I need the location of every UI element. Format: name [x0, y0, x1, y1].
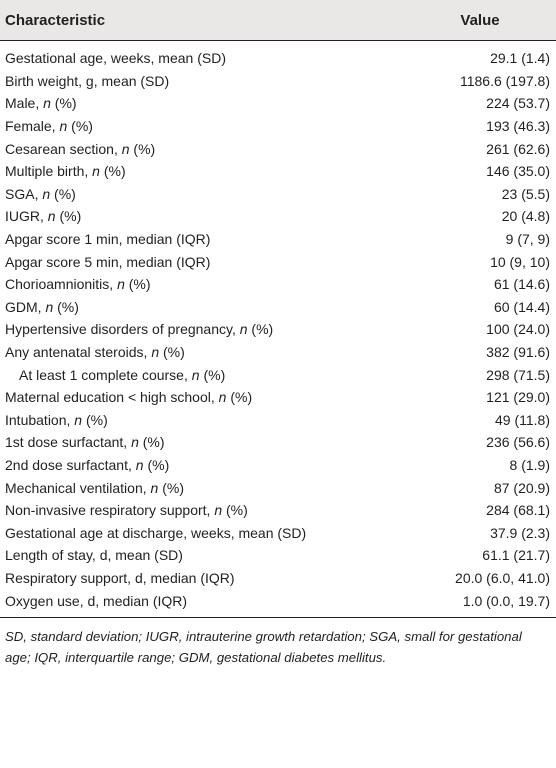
row-label: Maternal education < high school, — [5, 389, 219, 406]
row-value: 61 (14.6) — [493, 276, 550, 293]
row-label: Any antenatal steroids, — [5, 344, 152, 361]
row-value: 298 (71.5) — [486, 366, 550, 383]
table-row — [0, 476, 556, 499]
row-label-italic: n — [239, 321, 248, 338]
row-characteristic — [0, 50, 400, 66]
row-label-suffix: (%) — [138, 434, 165, 451]
row-value: 146 (35.0) — [486, 163, 550, 180]
row-label: Multiple birth, — [5, 163, 93, 180]
row-value: 121 (29.0) — [486, 389, 550, 406]
row-value: 1186.6 (197.8) — [459, 72, 550, 89]
row-label: Apgar score 5 min, median (IQR) — [5, 253, 211, 270]
row-characteristic — [0, 412, 400, 428]
row-characteristic — [0, 389, 400, 405]
row-label-italic: n — [43, 95, 51, 112]
row-value: 20 (4.8) — [501, 208, 550, 225]
table-row — [0, 409, 556, 432]
table-row — [0, 386, 556, 409]
row-characteristic — [0, 254, 400, 270]
table-row — [0, 363, 556, 386]
row-value: 261 (62.6) — [486, 140, 550, 157]
row-label-suffix: (%) — [53, 298, 79, 315]
row-label: Female, — [5, 118, 60, 135]
row-label: Intubation, — [5, 411, 75, 428]
row-label-suffix: (%) — [67, 118, 93, 135]
row-value: 20.0 (6.0, 41.0) — [455, 569, 550, 586]
row-value: 60 (14.4) — [493, 298, 550, 315]
row-label: Hypertensive disorders of pregnancy, — [5, 321, 240, 338]
row-value: 193 (46.3) — [486, 118, 550, 135]
row-label: Birth weight, g, mean (SD) — [5, 72, 170, 89]
row-label-suffix: (%) — [55, 208, 82, 225]
row-value: 29.1 (1.4) — [490, 50, 550, 67]
row-label: Respiratory support, d, median (IQR) — [5, 569, 235, 586]
row-label: 2nd dose surfactant, — [5, 456, 136, 473]
table-row — [0, 296, 556, 319]
row-label-suffix: (%) — [82, 411, 108, 428]
row-characteristic — [0, 502, 400, 518]
row-label-suffix: (%) — [159, 344, 185, 361]
row-label-italic: n — [131, 434, 139, 451]
row-label-suffix: (%) — [158, 479, 184, 496]
row-label: SGA, — [5, 185, 43, 202]
row-characteristic — [0, 321, 400, 337]
row-label: 1st dose surfactant, — [5, 434, 132, 451]
row-label-italic: n — [214, 502, 223, 519]
table-row — [0, 160, 556, 183]
row-label: Male, — [5, 95, 44, 112]
row-label: Non-invasive respiratory support, — [5, 502, 215, 519]
row-characteristic — [0, 457, 400, 473]
row-label-suffix: (%) — [99, 163, 126, 180]
row-label-suffix: (%) — [247, 321, 274, 338]
row-label-italic: n — [59, 118, 68, 135]
row-label-italic: n — [45, 298, 54, 315]
row-label: Oxygen use, d, median (IQR) — [5, 592, 188, 609]
row-label: At least 1 complete course, — [19, 366, 192, 383]
row-characteristic — [0, 434, 400, 450]
row-label-suffix: (%) — [129, 140, 156, 157]
row-characteristic — [0, 299, 400, 315]
row-characteristic — [0, 186, 400, 202]
row-label-suffix: (%) — [222, 502, 248, 519]
row-value: 236 (56.6) — [486, 434, 550, 451]
row-characteristic — [0, 73, 400, 89]
row-label: GDM, — [5, 298, 46, 315]
row-characteristic — [0, 208, 400, 224]
row-label-italic: n — [47, 208, 56, 225]
row-label: Cesarean section, — [5, 140, 122, 157]
table-row — [0, 205, 556, 228]
row-value: 23 (5.5) — [501, 185, 550, 202]
row-characteristic — [0, 593, 400, 609]
table-row — [0, 273, 556, 296]
header-characteristic: Characteristic — [5, 11, 106, 29]
row-characteristic — [0, 525, 400, 541]
table-row — [0, 567, 556, 590]
row-label-italic: n — [218, 389, 227, 406]
table-row — [0, 250, 556, 273]
row-value: 100 (24.0) — [486, 321, 550, 338]
row-value: 9 (7, 9) — [505, 231, 550, 248]
row-value: 284 (68.1) — [486, 502, 550, 519]
row-label: Mechanical ventilation, — [5, 479, 151, 496]
row-label-italic: n — [150, 479, 159, 496]
table-row — [0, 70, 556, 93]
row-label: IUGR, — [5, 208, 48, 225]
row-label-suffix: (%) — [226, 389, 253, 406]
table-row — [0, 115, 556, 138]
row-label: Length of stay, d, mean (SD) — [5, 547, 183, 564]
row-characteristic — [0, 367, 400, 383]
row-label-suffix: (%) — [50, 185, 76, 202]
row-value: 1.0 (0.0, 19.7) — [462, 592, 550, 609]
table-row — [0, 228, 556, 251]
row-characteristic — [0, 276, 400, 292]
table-body — [0, 40, 556, 612]
row-label-italic: n — [121, 140, 130, 157]
row-value: 87 (20.9) — [493, 479, 550, 496]
row-label: Apgar score 1 min, median (IQR) — [5, 231, 211, 248]
table-row — [0, 92, 556, 115]
table-row — [0, 431, 556, 454]
table-row — [0, 521, 556, 544]
row-characteristic — [0, 95, 400, 111]
table-row — [0, 341, 556, 364]
row-characteristic — [0, 118, 400, 134]
row-label-italic: n — [92, 163, 100, 180]
table-row — [0, 137, 556, 160]
row-label: Chorioamnionitis, — [5, 276, 118, 293]
header-value: Value — [460, 11, 500, 29]
row-label-italic: n — [117, 276, 125, 293]
row-value: 49 (11.8) — [495, 411, 550, 428]
table-row — [0, 318, 556, 341]
table-row — [0, 454, 556, 477]
row-value: 61.1 (21.7) — [482, 547, 550, 564]
row-label: Gestational age at discharge, weeks, mean (SD) — [5, 524, 307, 541]
row-value: 382 (91.6) — [486, 344, 550, 361]
row-label: Gestational age, weeks, mean (SD) — [5, 50, 226, 67]
row-characteristic — [0, 570, 400, 586]
row-label-suffix: (%) — [50, 95, 77, 112]
table-row — [0, 589, 556, 612]
row-label-suffix: (%) — [124, 276, 151, 293]
row-characteristic — [0, 547, 400, 563]
row-label-suffix: (%) — [143, 456, 170, 473]
row-value: 37.9 (2.3) — [490, 524, 550, 541]
row-value: 8 (1.9) — [509, 456, 550, 473]
row-characteristic — [0, 231, 400, 247]
row-value: 224 (53.7) — [486, 95, 550, 112]
row-label-suffix: (%) — [199, 366, 226, 383]
table-row — [0, 183, 556, 206]
table-row — [0, 544, 556, 567]
row-label-italic: n — [151, 344, 160, 361]
table-row — [0, 499, 556, 522]
row-label-italic: n — [42, 185, 51, 202]
row-label-italic: n — [74, 411, 83, 428]
row-characteristic — [0, 480, 400, 496]
row-characteristic — [0, 344, 400, 360]
row-value: 10 (9, 10) — [490, 253, 550, 270]
row-characteristic — [0, 141, 400, 157]
row-characteristic — [0, 163, 400, 179]
table-footnote: SD, standard deviation; IUGR, intrauterine growth retardation; SGA, small for gestational age; IQR, interquartile range; GDM, gestational diabetes mellitus. — [5, 628, 522, 665]
row-label-italic: n — [191, 366, 200, 383]
table-header-row — [0, 0, 556, 40]
row-label-italic: n — [135, 456, 144, 473]
table-row — [0, 47, 556, 70]
